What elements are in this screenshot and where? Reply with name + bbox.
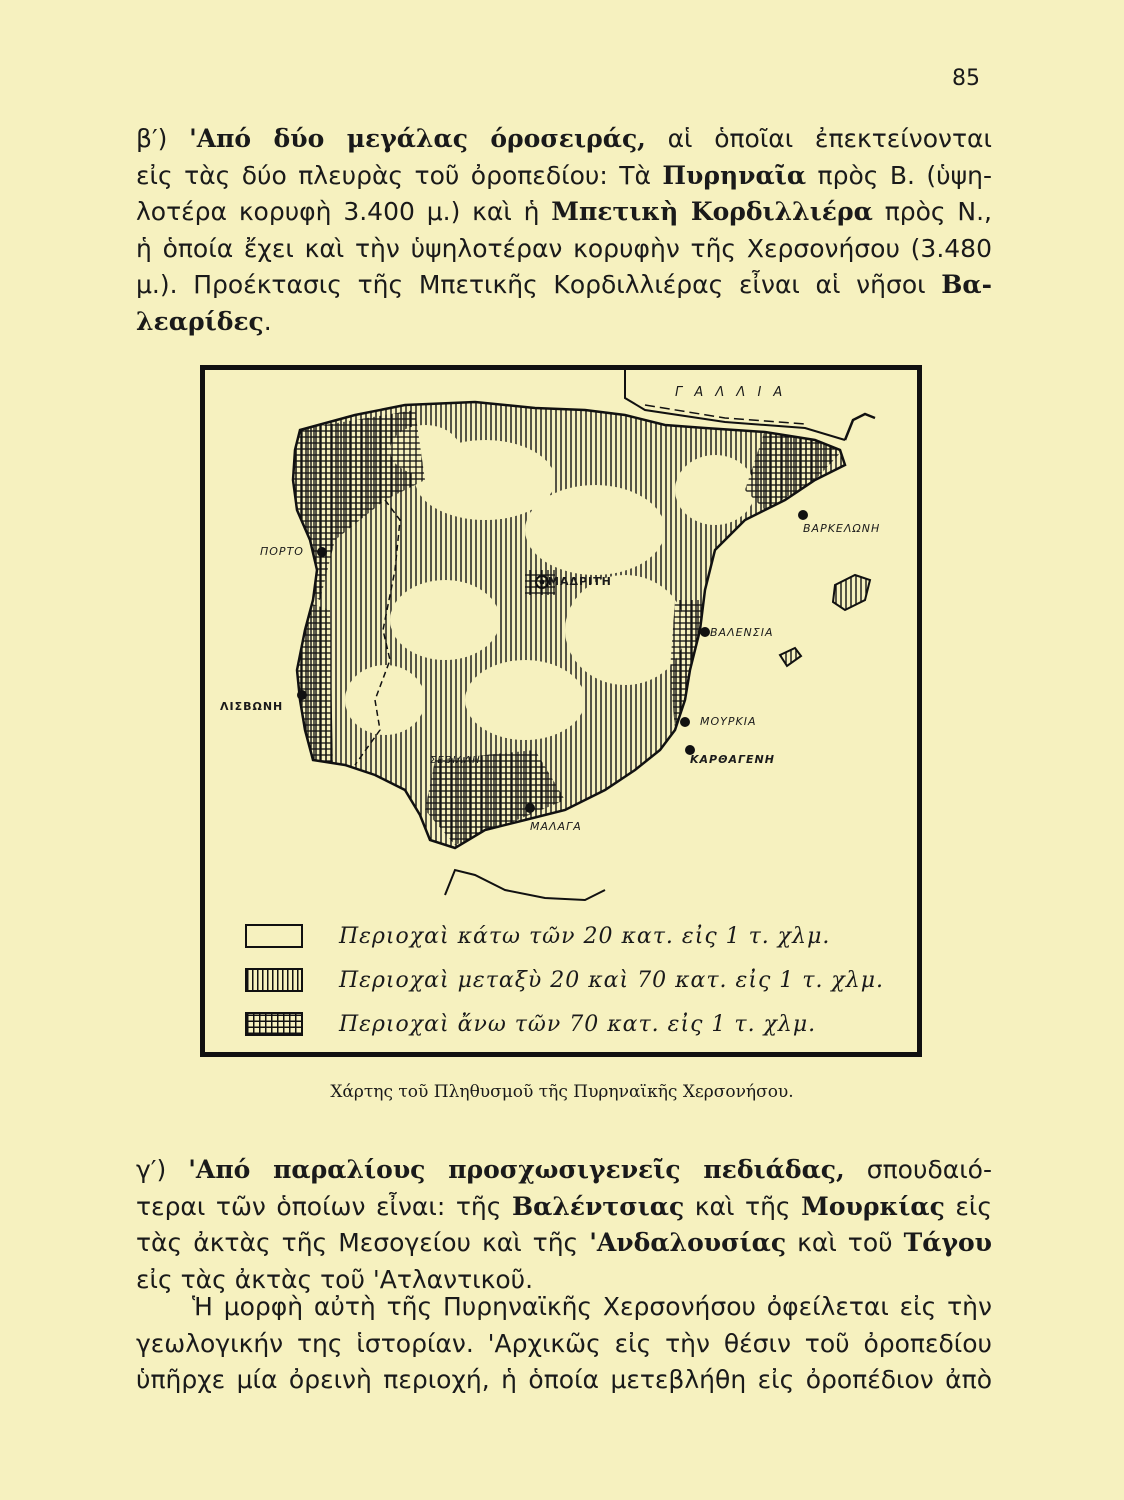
label-murcia: ΜΟΥΡΚΙΑ [700,715,757,728]
text-line: γ′) 'Από παραλίους προσχωσιγενεῖς πεδιάδας, σπουδαιό- [136,1155,992,1184]
island-ibiza [780,648,801,666]
legend-label: Περιοχαὶ ἄνω τῶν 70 κατ. εἰς 1 τ. χλμ. [339,1011,817,1037]
label-madrid: ΜΑΔΡΙΤΗ [548,575,612,588]
legend-item-low [245,920,830,952]
text-line: β′) 'Από δύο μεγάλας όροσειράς, αἱ ὁποῖαι ἐπεκτείνονται [136,124,992,153]
text-line: τεραι τῶν ὁποίων εἶναι: τῆς Βαλέντσιας καὶ τῆς Μουρκίας εἰς [136,1191,992,1221]
paragraph-geology [136,1289,992,1399]
label-lisbon: ΛΙΣΒΩΝΗ [220,700,284,713]
label-sevilla: ΣΕΒΙΛΛΗ [430,755,481,766]
city-marker-valencia [700,627,710,637]
legend-swatch-blank [245,924,303,948]
paragraph-g [136,1152,992,1298]
text-line: ἡ ὁποία ἔχει καὶ τὴν ὑψηλοτέραν κορυφὴν τῆς Χερσονήσου (3.480 [136,233,992,263]
legend-swatch-grid [245,1012,303,1036]
city-marker-porto [317,547,327,557]
text-line: τὰς ἀκτὰς τῆς Μεσογείου καὶ τῆς 'Ανδαλουσίας καὶ τοῦ Τάγου [136,1228,992,1257]
label-barcelona: ΒΑΡΚΕΛΩΝΗ [803,522,881,535]
label-cartagena: ΚΑΡΘΑΓΕΝΗ [690,753,775,766]
label-malaga: ΜΑΛΑΓΑ [530,820,582,833]
text-line: εἰς τὰς ἀκτὰς τοῦ 'Ατλαντικοῦ. [136,1264,534,1294]
city-marker-barcelona [798,510,808,520]
legend-item-high [245,1008,816,1040]
text-line: ὑπῆρχε μία ὀρεινὴ περιοχή, ἡ ὁποία μετεβλήθη εἰς ὀροπέδιον ἀπὸ [136,1365,992,1394]
africa-coast [445,870,605,900]
text-line: λεαρίδες. [136,306,272,336]
label-gallia: Γ Α Λ Λ Ι Α [675,385,787,400]
label-valencia: ΒΑΛΕΝΣΙΑ [710,626,774,639]
legend-item-medium [245,964,884,996]
text-line: μ.). Προέκτασις τῆς Μπετικῆς Κορδιλλιέρας εἶναι αἱ νῆσοι Βα- [136,270,992,299]
city-marker-lisbon [297,690,307,700]
island-mallorca [833,575,870,610]
city-marker-malaga [525,803,535,813]
page-number: 85 [952,66,980,91]
legend-label: Περιοχαὶ κάτω τῶν 20 κατ. εἰς 1 τ. χλμ. [339,923,831,949]
legend-label: Περιοχαὶ μεταξὺ 20 καὶ 70 κατ. εἰς 1 τ. χλμ. [339,967,884,993]
legend-swatch-vertical [245,968,303,992]
label-porto: ΠΟΡΤΟ [260,545,304,558]
population-map [200,365,922,1057]
text-line: Ἡ μορφὴ αὐτὴ τῆς Πυρηναϊκῆς Χερσονήσου ὀφείλεται εἰς τὴν [192,1292,992,1321]
map-caption: Χάρτης τοῦ Πληθυσμοῦ τῆς Πυρηναϊκῆς Χερσονήσου. [330,1082,794,1102]
paragraph-b [136,121,992,340]
city-marker-murcia [680,717,690,727]
text-line: γεωλογικήν της ἱστορίαν. 'Αρχικῶς εἰς τὴν θέσιν τοῦ ὀροπεδίου [136,1328,992,1358]
text-line: λοτέρα κορυφὴ 3.400 μ.) καὶ ἡ Μπετικὴ Κορδιλλιέρα πρὸς Ν., [136,197,992,226]
text-line: εἰς τὰς δύο πλευρὰς τοῦ ὀροπεδίου: Τὰ Πυρηναῖα πρὸς Β. (ὑψη- [136,160,992,190]
